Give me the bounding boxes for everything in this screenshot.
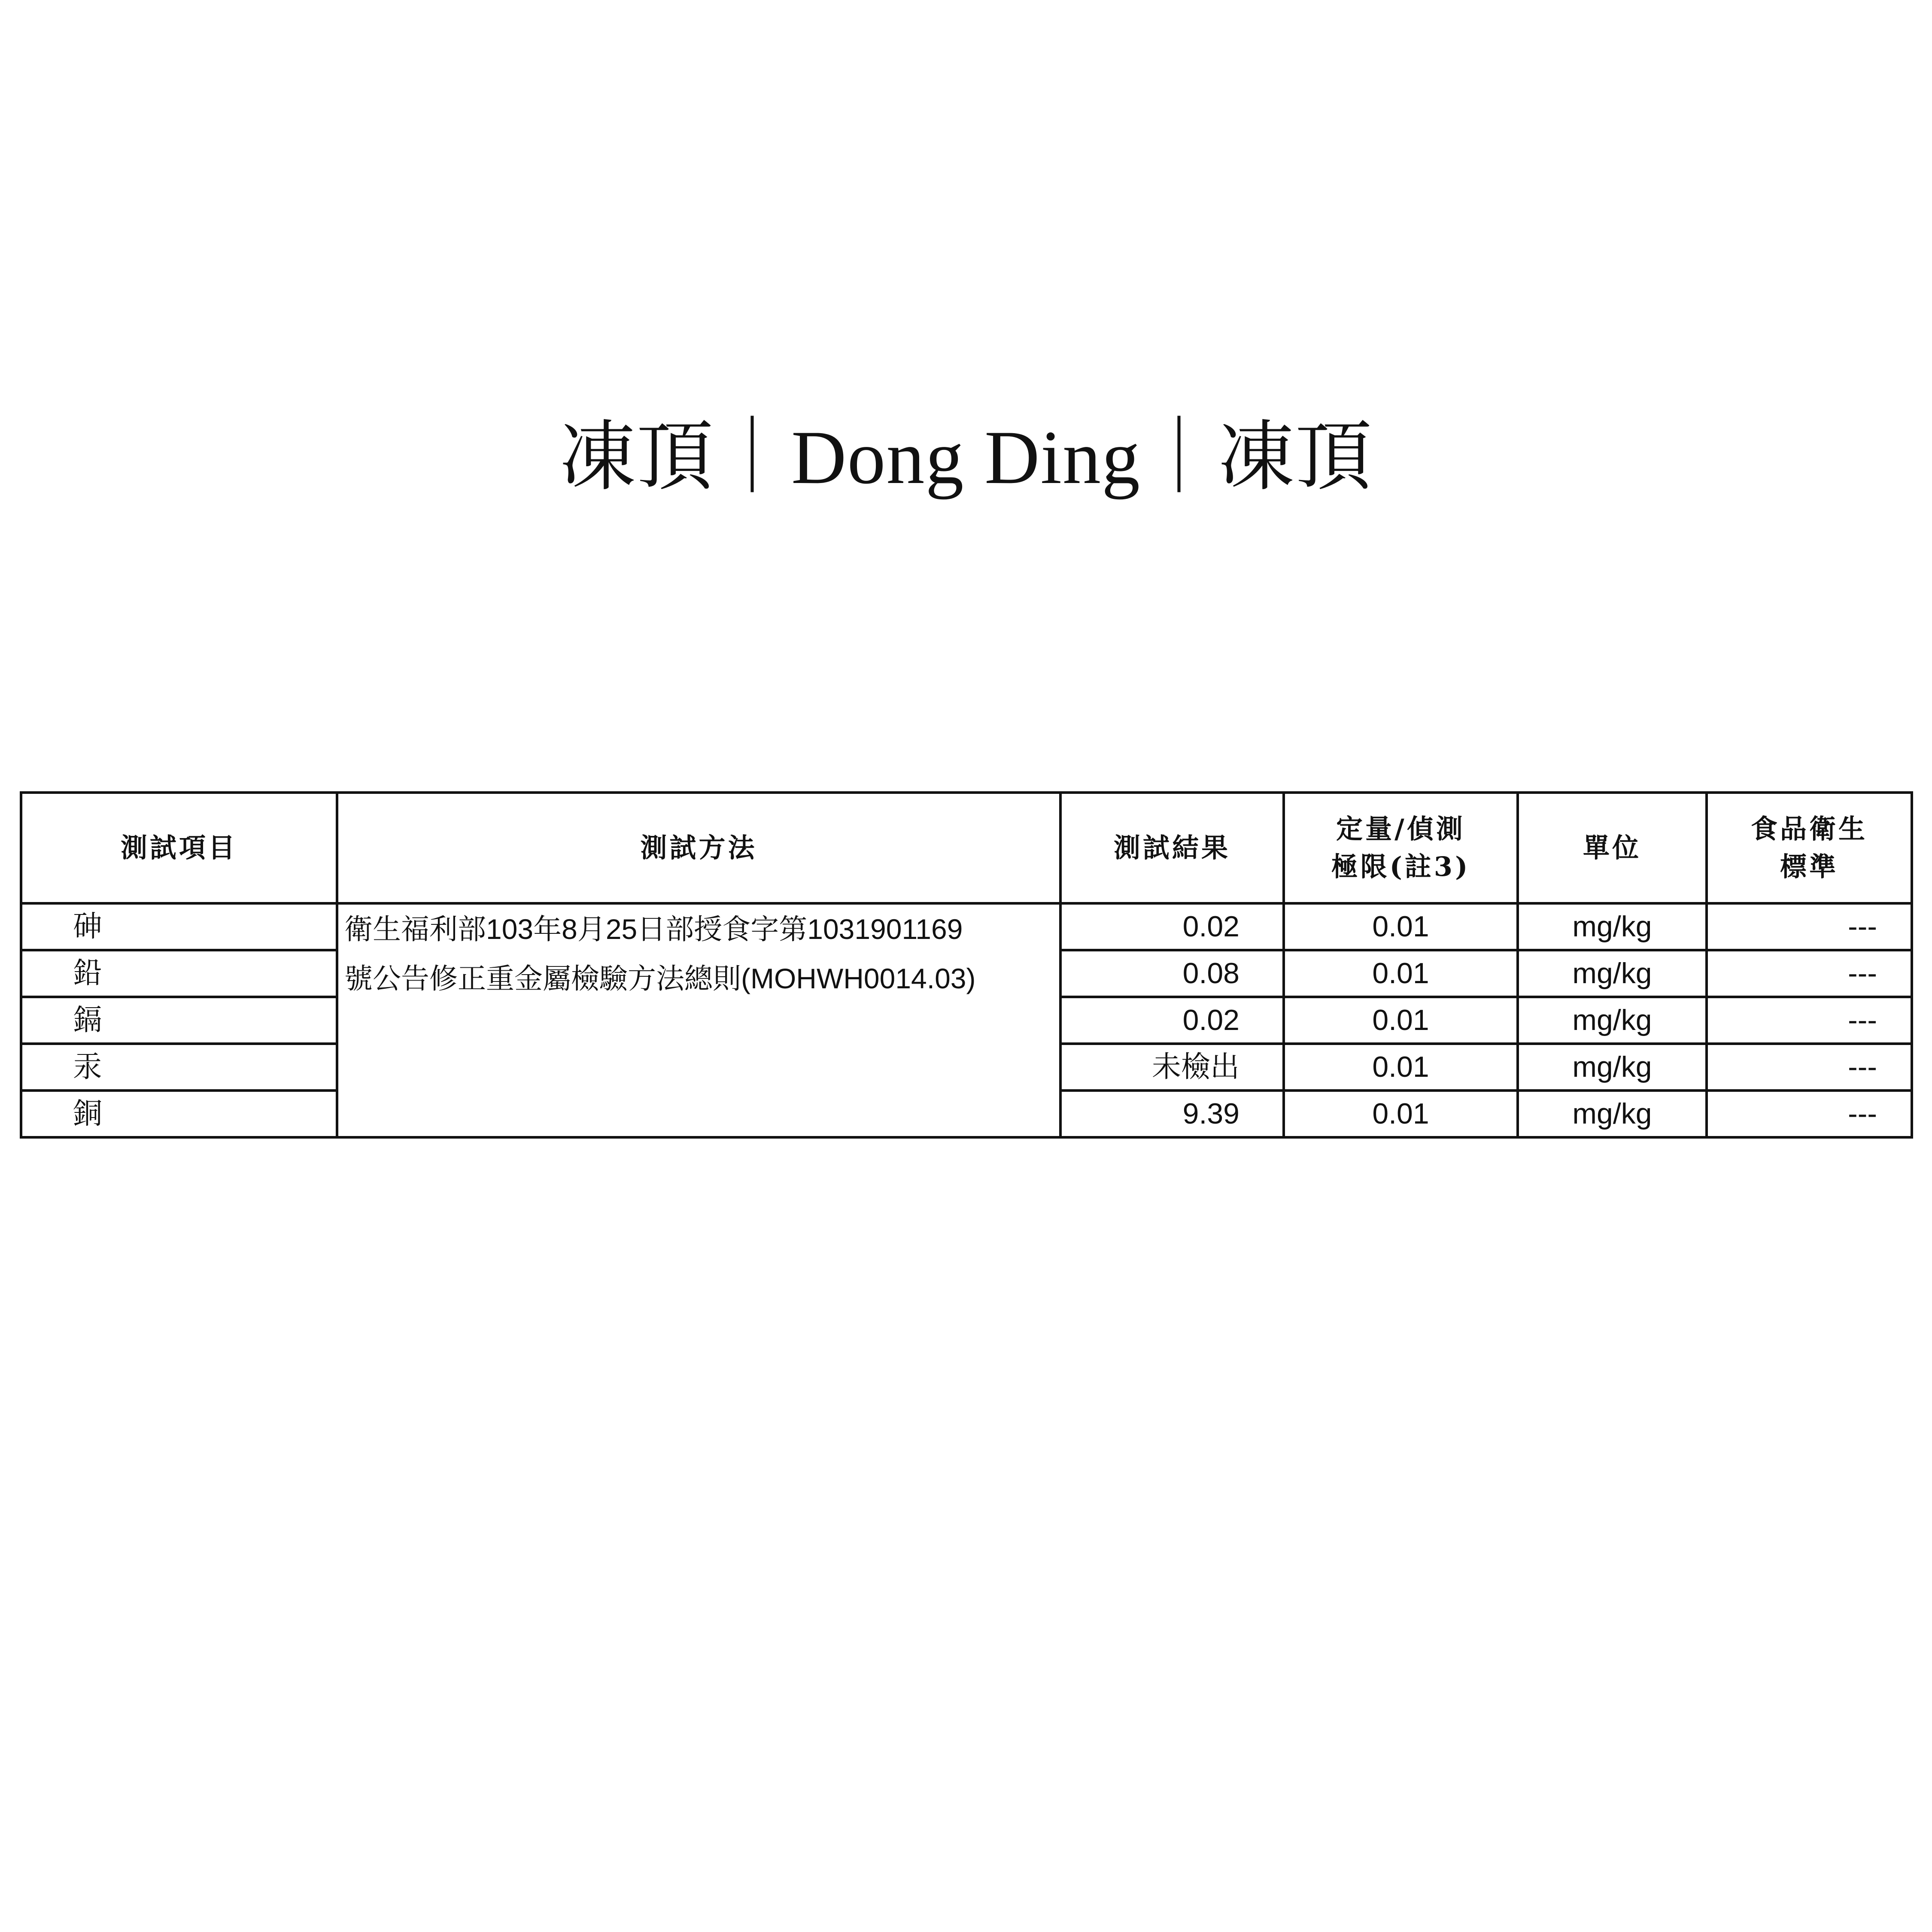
cell-result: 0.02	[1060, 903, 1284, 950]
cell-standard: ---	[1707, 950, 1912, 997]
cell-limit: 0.01	[1284, 997, 1518, 1044]
cell-item: 汞	[21, 1044, 337, 1091]
cell-item: 砷	[21, 903, 337, 950]
cell-unit: mg/kg	[1518, 950, 1707, 997]
cell-result: 0.02	[1060, 997, 1284, 1044]
cell-unit: mg/kg	[1518, 1091, 1707, 1137]
cell-unit: mg/kg	[1518, 903, 1707, 950]
cell-item: 鉛	[21, 950, 337, 997]
cell-item: 銅	[21, 1091, 337, 1137]
cell-limit: 0.01	[1284, 1091, 1518, 1137]
cell-standard: ---	[1707, 997, 1912, 1044]
header-detection-limit-line2: 極限(註3)	[1331, 851, 1470, 882]
test-report-table	[20, 791, 1913, 1139]
header-standard-line2: 標準	[1780, 851, 1838, 882]
method-text-line1: 衛生福利部103年8月25日部授食字第1031901169	[344, 913, 963, 945]
cell-item: 鎘	[21, 997, 337, 1044]
method-text-line2: 號公告修正重金屬檢驗方法總則(MOHWH0014.03)	[344, 963, 976, 994]
cell-standard: ---	[1707, 1044, 1912, 1091]
header-standard-line1: 食品衛生	[1750, 813, 1868, 844]
cell-standard: ---	[1707, 903, 1912, 950]
cell-test-method	[337, 903, 1060, 1137]
header-food-hygiene-standard	[1707, 793, 1912, 903]
header-test-item: 測試項目	[21, 793, 337, 903]
cell-unit: mg/kg	[1518, 1044, 1707, 1091]
header-test-result: 測試結果	[1060, 793, 1284, 903]
cell-unit: mg/kg	[1518, 997, 1707, 1044]
cell-limit: 0.01	[1284, 903, 1518, 950]
test-report-table-container	[20, 791, 1911, 1139]
cell-result: 未檢出	[1060, 1044, 1284, 1091]
table-header-row	[21, 793, 1912, 903]
header-detection-limit-line1: 定量/偵測	[1336, 813, 1465, 844]
cell-limit: 0.01	[1284, 1044, 1518, 1091]
header-detection-limit	[1284, 793, 1518, 903]
cell-result: 9.39	[1060, 1091, 1284, 1137]
table-row	[21, 903, 1912, 950]
cell-result: 0.08	[1060, 950, 1284, 997]
cell-limit: 0.01	[1284, 950, 1518, 997]
header-test-method: 測試方法	[337, 793, 1060, 903]
cell-standard: ---	[1707, 1091, 1912, 1137]
page-title: 凍頂｜Dong Ding｜凍頂	[559, 415, 1373, 500]
header-unit: 單位	[1518, 793, 1707, 903]
